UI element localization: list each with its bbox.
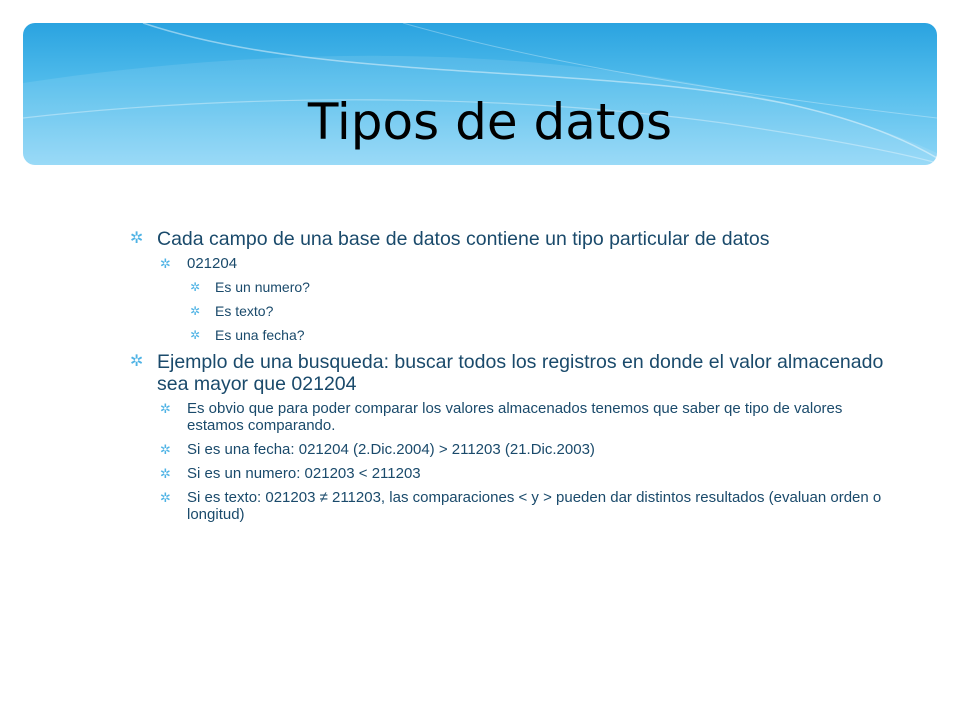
list-item bbox=[130, 351, 890, 395]
list-item bbox=[160, 489, 890, 523]
bullet-icon: ✲ bbox=[160, 466, 171, 481]
bullet-icon: ✲ bbox=[190, 328, 201, 342]
list-item-text: Si es una fecha: 021204 (2.Dic.2004) > 211203 (21.Dic.2003) bbox=[187, 441, 595, 458]
list-item bbox=[160, 465, 890, 482]
list-item bbox=[160, 400, 890, 434]
bullet-icon: ✲ bbox=[190, 304, 201, 318]
list-item bbox=[160, 255, 890, 272]
list-item-text: 021204 bbox=[187, 255, 238, 272]
bullet-icon: ✲ bbox=[160, 401, 171, 416]
bullet-list bbox=[130, 228, 890, 530]
list-item bbox=[190, 303, 890, 319]
list-item bbox=[190, 327, 890, 343]
bullet-icon: ✲ bbox=[160, 256, 171, 271]
list-item-text: Cada campo de una base de datos contiene un tipo particular de datos bbox=[157, 228, 770, 250]
list-item bbox=[160, 441, 890, 458]
list-item-text: Es texto? bbox=[215, 303, 274, 319]
list-item bbox=[190, 279, 890, 295]
list-item-text: Es obvio que para poder comparar los valores almacenados tenemos que saber qe tipo de valores estamos comparando. bbox=[187, 400, 843, 434]
list-item-text: Si es texto: 021203 ≠ 211203, las comparaciones < y > pueden dar distintos resultados (evaluan orden o longitud) bbox=[187, 489, 882, 523]
bullet-icon: ✲ bbox=[190, 280, 201, 294]
bullet-icon: ✲ bbox=[160, 490, 171, 505]
slide-title: Tipos de datos bbox=[307, 93, 673, 151]
bullet-icon: ✲ bbox=[160, 442, 171, 457]
list-item-text: Es un numero? bbox=[215, 279, 310, 295]
list-item bbox=[130, 228, 890, 250]
bullet-icon: ✲ bbox=[130, 353, 144, 370]
list-item-text: Si es un numero: 021203 < 211203 bbox=[187, 465, 421, 482]
bullet-icon: ✲ bbox=[130, 230, 144, 247]
list-item-text: Ejemplo de una busqueda: buscar todos los registros en donde el valor almacenado sea mayor que 021204 bbox=[157, 351, 884, 395]
list-item-text: Es una fecha? bbox=[215, 327, 305, 343]
